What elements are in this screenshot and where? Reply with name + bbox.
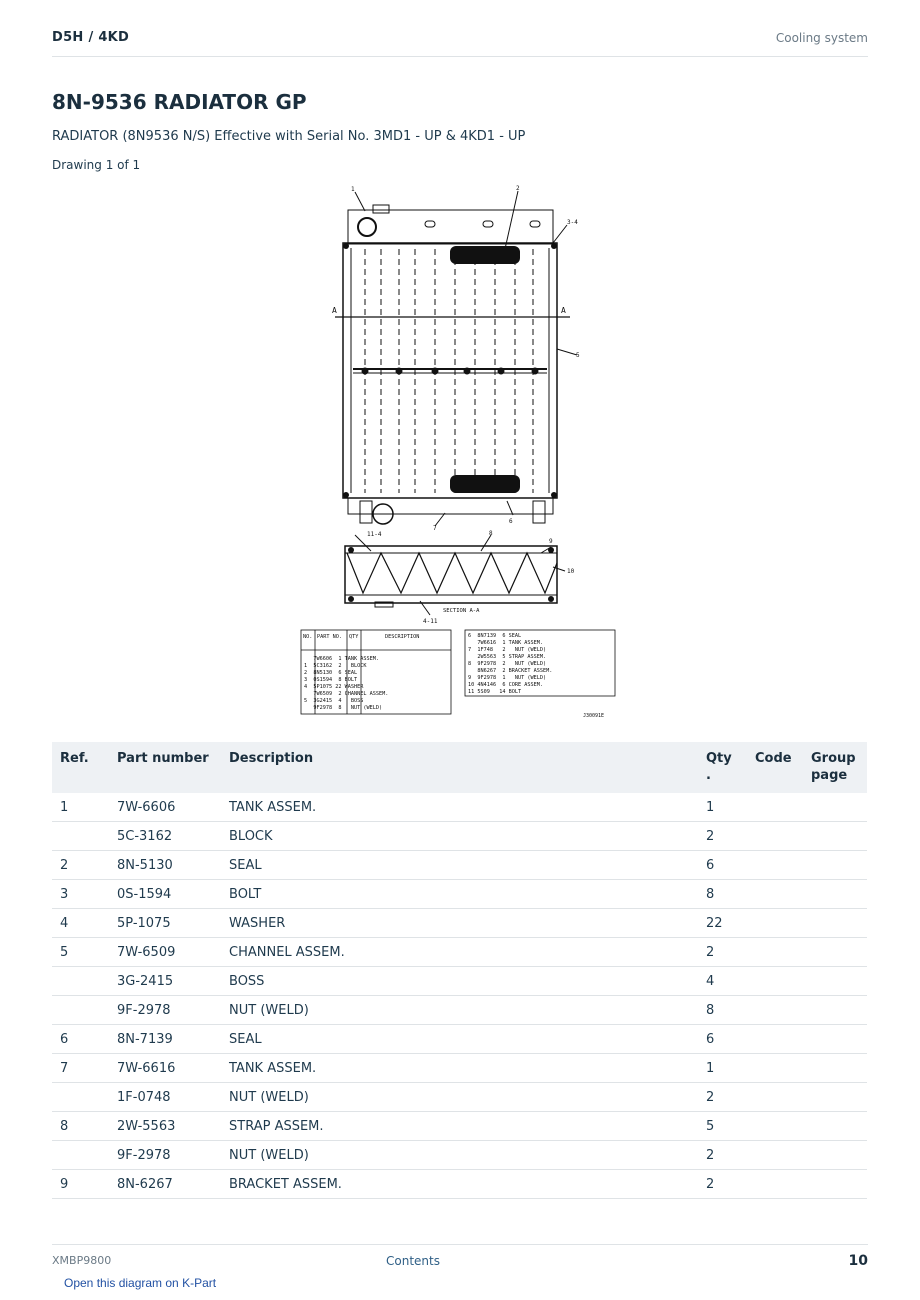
code-cell xyxy=(747,938,803,967)
callout-5: 5 xyxy=(576,352,580,359)
legend-row: 7W6606 1 TANK ASSEM. xyxy=(304,656,379,662)
parts-table-body xyxy=(52,793,867,1199)
page-number: 10 xyxy=(848,1253,868,1269)
qty-cell: 4 xyxy=(698,967,747,996)
legend-row: 8N6267 2 BRACKET ASSEM. xyxy=(468,668,553,674)
header-group-page: Group page xyxy=(803,742,867,793)
description-cell: BLOCK xyxy=(221,822,698,851)
part-number-cell: 8N-6267 xyxy=(109,1170,221,1199)
qty-cell: 2 xyxy=(698,1083,747,1112)
table-row xyxy=(52,1170,867,1199)
top-tank-shape xyxy=(348,210,553,244)
drawing-number: J30091E xyxy=(583,713,605,719)
group-page-cell xyxy=(803,996,867,1025)
legend-row: 11 5S09 14 BOLT xyxy=(468,689,522,695)
part-number-cell: 3G-2415 xyxy=(109,967,221,996)
group-page-cell xyxy=(803,967,867,996)
group-page-cell xyxy=(803,909,867,938)
part-number-cell: 8N-7139 xyxy=(109,1025,221,1054)
legend-row: 4 5P1075 22 WASHER xyxy=(304,684,364,690)
table-row xyxy=(52,851,867,880)
qty-cell: 2 xyxy=(698,1170,747,1199)
callout-7: 7 xyxy=(433,525,437,532)
group-page-cell xyxy=(803,938,867,967)
group-page-cell xyxy=(803,1083,867,1112)
table-row xyxy=(52,909,867,938)
code-cell xyxy=(747,909,803,938)
code-cell xyxy=(747,1025,803,1054)
code-cell xyxy=(747,1170,803,1199)
ref-cell xyxy=(52,1083,109,1112)
part-number-cell: 7W-6509 xyxy=(109,938,221,967)
legend-header-qty: QTY xyxy=(349,634,359,640)
legend-row: 3 0S1594 8 BOLT xyxy=(304,677,358,683)
description-cell: SEAL xyxy=(221,851,698,880)
filler-cap-shape xyxy=(358,218,376,236)
callout-10: 10 xyxy=(567,568,575,575)
legend-row: 9F2978 8 NUT (WELD) xyxy=(304,705,383,711)
section-marker-left: A xyxy=(332,306,337,315)
header-description: Description xyxy=(221,742,698,793)
header-qty: Qty . xyxy=(698,742,747,793)
table-row xyxy=(52,1083,867,1112)
qty-cell: 22 xyxy=(698,909,747,938)
header-code: Code xyxy=(747,742,803,793)
part-number-cell: 1F-0748 xyxy=(109,1083,221,1112)
legend-header-desc: DESCRIPTION xyxy=(385,634,420,640)
part-number-cell: 0S-1594 xyxy=(109,880,221,909)
ref-cell xyxy=(52,967,109,996)
part-number-cell: 8N-5130 xyxy=(109,851,221,880)
ref-cell: 1 xyxy=(52,793,109,822)
description-cell: NUT (WELD) xyxy=(221,1083,698,1112)
description-cell: TANK ASSEM. xyxy=(221,1054,698,1083)
callout-1: 1 xyxy=(351,186,355,193)
callout-6: 6 xyxy=(509,518,513,525)
section-marker-right: A xyxy=(561,306,566,315)
description-cell: BOSS xyxy=(221,967,698,996)
part-number-cell: 9F-2978 xyxy=(109,1141,221,1170)
section-label: Cooling system xyxy=(775,31,868,45)
page-title: 8N-9536 RADIATOR GP xyxy=(52,90,307,114)
model-label: D5H / 4KD xyxy=(52,30,130,45)
description-cell: WASHER xyxy=(221,909,698,938)
qty-cell: 2 xyxy=(698,1141,747,1170)
group-page-cell xyxy=(803,1054,867,1083)
code-cell xyxy=(747,880,803,909)
code-cell xyxy=(747,1112,803,1141)
ref-cell: 3 xyxy=(52,880,109,909)
qty-cell: 2 xyxy=(698,938,747,967)
part-number-cell: 5C-3162 xyxy=(109,822,221,851)
qty-cell: 6 xyxy=(698,1025,747,1054)
legend-row: 7W6616 1 TANK ASSEM. xyxy=(468,640,543,646)
page-header xyxy=(52,28,868,57)
group-page-cell xyxy=(803,1170,867,1199)
table-row xyxy=(52,1025,867,1054)
part-number-cell: 7W-6606 xyxy=(109,793,221,822)
code-cell xyxy=(747,1054,803,1083)
section-label: SECTION A-A xyxy=(443,608,480,614)
qty-cell: 1 xyxy=(698,1054,747,1083)
ref-cell xyxy=(52,822,109,851)
group-page-cell xyxy=(803,793,867,822)
qty-cell: 8 xyxy=(698,880,747,909)
doc-id: XMBP9800 xyxy=(52,1254,112,1267)
table-row xyxy=(52,1141,867,1170)
group-page-cell xyxy=(803,1025,867,1054)
legend-row: 10 4N4146 6 CORE ASSEM. xyxy=(468,682,543,688)
code-cell xyxy=(747,967,803,996)
qty-cell: 8 xyxy=(698,996,747,1025)
header-part-number: Part number xyxy=(109,742,221,793)
legend-header-part-no: PART NO. xyxy=(317,634,342,640)
legend-row: 8 9F2978 2 NUT (WELD) xyxy=(468,661,547,667)
description-cell: NUT (WELD) xyxy=(221,996,698,1025)
legend-row: 2W5563 5 STRAP ASSEM. xyxy=(468,654,547,660)
ref-cell: 2 xyxy=(52,851,109,880)
code-cell xyxy=(747,1141,803,1170)
callout-2: 2 xyxy=(516,185,520,192)
legend-row: 7 1F748 2 NUT (WELD) xyxy=(468,647,547,653)
description-cell: STRAP ASSEM. xyxy=(221,1112,698,1141)
description-cell: BOLT xyxy=(221,880,698,909)
description-cell: CHANNEL ASSEM. xyxy=(221,938,698,967)
legend-row: 6 8N7139 6 SEAL xyxy=(468,633,522,639)
table-row xyxy=(52,967,867,996)
code-cell xyxy=(747,793,803,822)
description-cell: SEAL xyxy=(221,1025,698,1054)
table-row xyxy=(52,938,867,967)
page-subtitle: RADIATOR (8N9536 N/S) Effective with Serial No. 3MD1 - UP & 4KD1 - UP xyxy=(52,129,526,144)
description-cell: BRACKET ASSEM. xyxy=(221,1170,698,1199)
legend-header-no: NO. xyxy=(303,634,313,640)
part-number-cell: 9F-2978 xyxy=(109,996,221,1025)
legend-row: 7W6509 2 CHANNEL ASSEM. xyxy=(304,691,389,697)
part-number-cell: 5P-1075 xyxy=(109,909,221,938)
table-row xyxy=(52,822,867,851)
header-ref: Ref. xyxy=(52,742,109,793)
part-number-cell: 2W-5563 xyxy=(109,1112,221,1141)
group-page-cell xyxy=(803,1112,867,1141)
drawing-label: Drawing 1 of 1 xyxy=(52,158,141,172)
table-row xyxy=(52,793,867,822)
legend-row: 1 5C3162 2 BLOCK xyxy=(304,663,367,669)
legend-row: 2 8N5130 6 SEAL xyxy=(304,670,358,676)
ref-cell: 7 xyxy=(52,1054,109,1083)
group-page-cell xyxy=(803,822,867,851)
table-row xyxy=(52,996,867,1025)
code-cell xyxy=(747,1083,803,1112)
callout-8: 8 xyxy=(489,530,493,537)
legend-right-rows xyxy=(468,633,552,695)
ref-cell: 6 xyxy=(52,1025,109,1054)
ref-cell xyxy=(52,1141,109,1170)
open-kpart-link[interactable]: Open this diagram on K-Part xyxy=(64,1276,217,1290)
code-cell xyxy=(747,996,803,1025)
legend-row: 9 9F2978 1 NUT (WELD) xyxy=(468,675,547,681)
table-row xyxy=(52,1054,867,1083)
table-row xyxy=(52,880,867,909)
callout-4-11: 4-11 xyxy=(423,618,438,625)
contents-link[interactable]: Contents xyxy=(386,1254,440,1268)
part-number-cell: 7W-6616 xyxy=(109,1054,221,1083)
code-cell xyxy=(747,851,803,880)
qty-cell: 6 xyxy=(698,851,747,880)
parts-table xyxy=(52,742,867,1199)
qty-cell: 2 xyxy=(698,822,747,851)
legend-left-rows xyxy=(304,656,388,711)
section-view-shape xyxy=(345,546,557,603)
qty-cell: 5 xyxy=(698,1112,747,1141)
group-page-cell xyxy=(803,880,867,909)
radiator-diagram[interactable] xyxy=(295,183,625,723)
ref-cell: 4 xyxy=(52,909,109,938)
ref-cell xyxy=(52,996,109,1025)
group-page-cell xyxy=(803,851,867,880)
table-row xyxy=(52,1112,867,1141)
ref-cell: 5 xyxy=(52,938,109,967)
group-page-cell xyxy=(803,1141,867,1170)
page-footer xyxy=(52,1244,868,1275)
description-cell: NUT (WELD) xyxy=(221,1141,698,1170)
callout-11-4: 11-4 xyxy=(367,531,382,538)
description-cell: TANK ASSEM. xyxy=(221,793,698,822)
ref-cell: 8 xyxy=(52,1112,109,1141)
legend-row: 5 3G2415 4 BOSS xyxy=(304,698,364,704)
callout-3-4: 3-4 xyxy=(567,219,578,226)
callout-9: 9 xyxy=(549,538,553,545)
code-cell xyxy=(747,822,803,851)
radiator-core-shape xyxy=(343,243,557,498)
qty-cell: 1 xyxy=(698,793,747,822)
table-header-row xyxy=(52,742,867,793)
ref-cell: 9 xyxy=(52,1170,109,1199)
